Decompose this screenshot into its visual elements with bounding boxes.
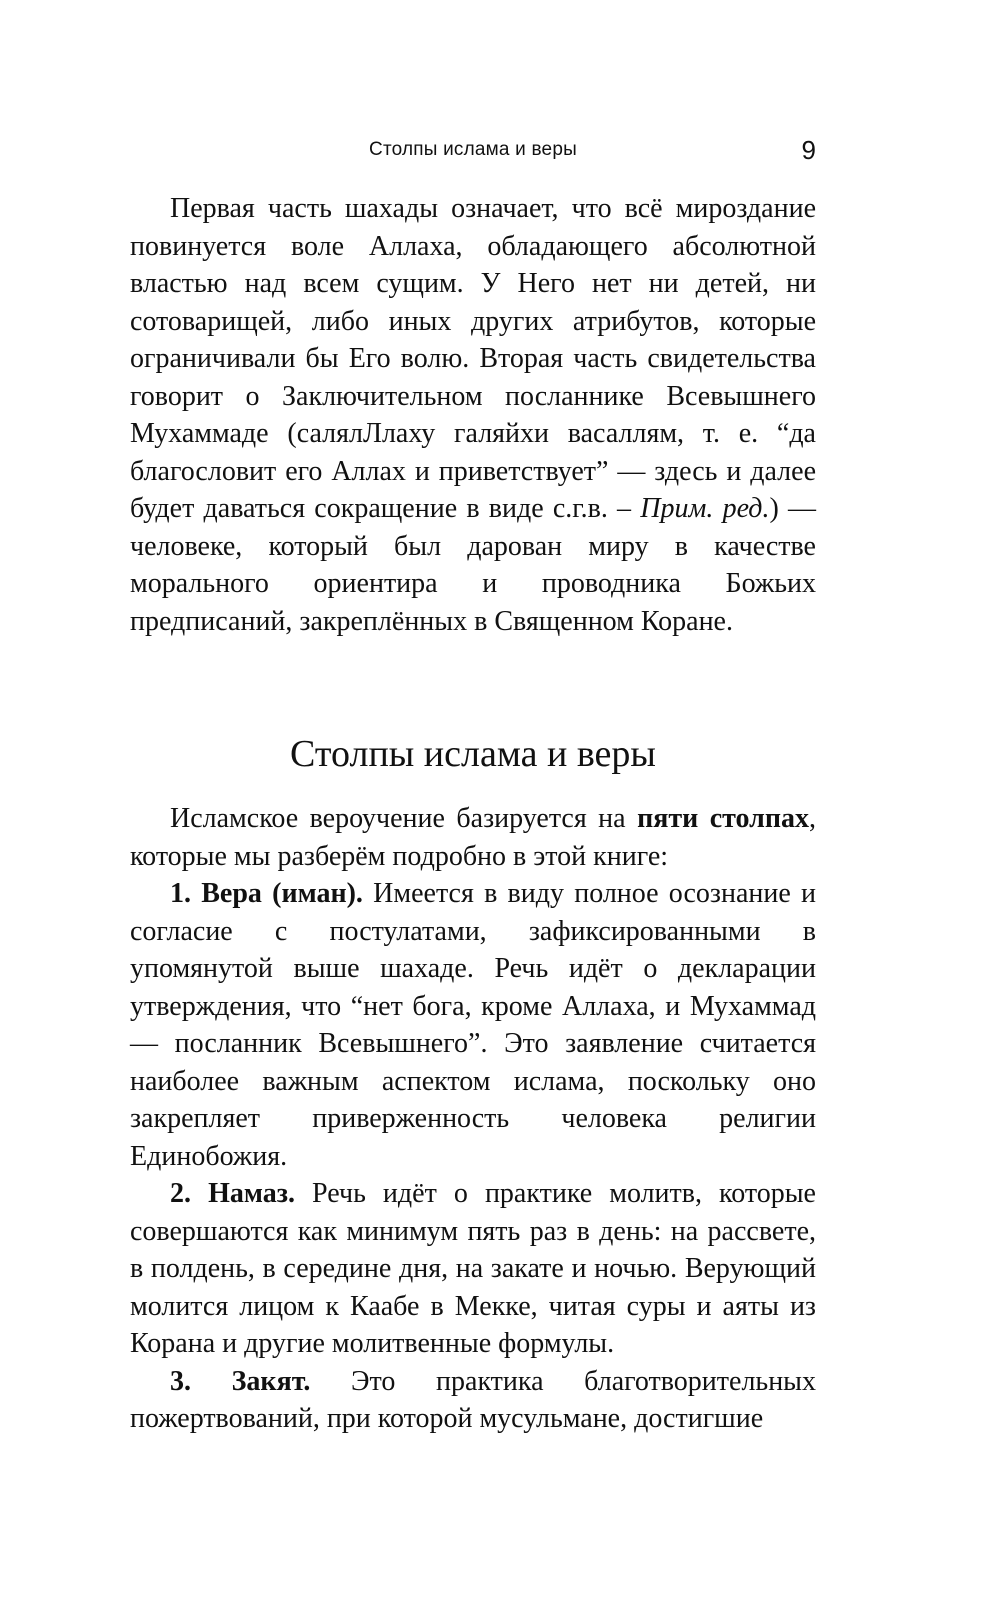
intro-part1: Первая часть шахады означает, что всё мироздание повинуется воле Аллаха, обладающего абсолютной властью над всем сущим. У Него нет ни детей, ни сотоварищей, либо иных других атрибутов, которые ограничивали бы Его волю. Вторая часть свидетельства говорит о Заключительном посланнике Всевышнего Мухаммаде (салялЛлаху галяйхи васаллям, т. е. “да благословит его Аллах и приветствует” — здесь и далее будет даваться сокращение в виде с.г.в. –: [130, 193, 816, 524]
lead-before: Исламское вероучение базируется на: [170, 803, 638, 834]
pillar-text: Это практика благотворительных пожертвований, при которой мусульмане, достигшие: [130, 1365, 816, 1434]
pillar-paragraph: [130, 1363, 816, 1438]
pillar-text: Речь идёт о практике молитв, которые совершаются как минимум пять раз в день: на рассвете, в полдень, в середине дня, на закате и ночью. Верующий молится лицом к Каабе в Мекке, читая суры и аяты из Корана и другие молитвенные формулы.: [130, 1178, 816, 1359]
running-title: Столпы ислама и веры: [369, 139, 577, 160]
lead-paragraph: [130, 800, 816, 875]
intro-part2: ) — человеке, который был дарован миру в качестве морального ориентира и проводника Божьих предписаний, закреплённых в Священном Коране.: [130, 493, 817, 637]
intro-paragraph: [130, 190, 816, 640]
lead-bold: пяти столпах: [637, 803, 810, 834]
editor-note: Прим. ред.: [640, 493, 770, 524]
running-head: [130, 136, 816, 164]
pillar-title: 2. Намаз.: [170, 1178, 295, 1209]
pillar-title: 1. Вера (иман).: [170, 878, 363, 909]
pillar-text: Имеется в виду полное осознание и согласие с постулатами, зафиксированными в упомянутой выше шахаде. Речь идёт о декларации утверждения, что “нет бога, кроме Аллаха, и Мухаммад — посланник Всевышнего”. Это заявление считается наиболее важным аспектом ислама, поскольку оно закрепляет приверженность человека религии Единобожия.: [130, 878, 816, 1172]
section-heading: Столпы ислама и веры: [290, 733, 656, 775]
intro-text: [130, 190, 816, 640]
pillars-text: [130, 800, 816, 1438]
pillar-title: 3. Закят.: [170, 1365, 311, 1397]
pillar-paragraph: [130, 875, 816, 1175]
page-number: 9: [801, 135, 816, 165]
lead-after: , которые мы разберём подробно в этой книге:: [130, 803, 817, 872]
pillar-paragraph: [130, 1175, 816, 1363]
